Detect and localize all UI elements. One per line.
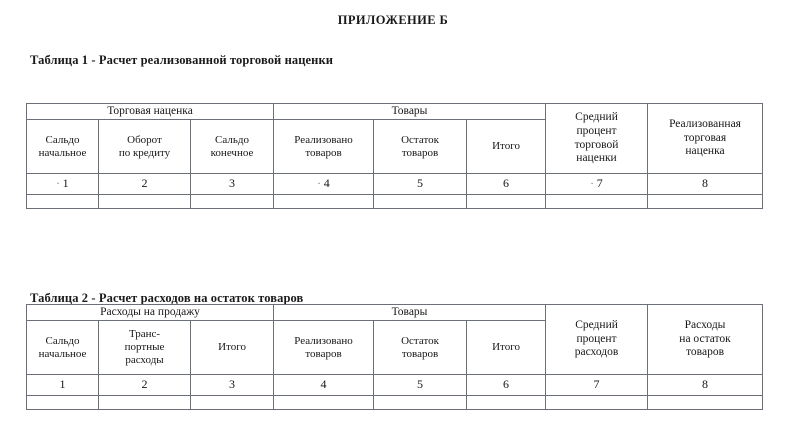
table-1-caption: Таблица 1 - Расчет реализованной торговой наценки — [30, 53, 334, 67]
table-2-caption: Таблица 2 - Расчет расходов на остаток товаров — [30, 291, 304, 305]
table-cell — [374, 195, 467, 209]
table-cell: 6 — [467, 174, 546, 195]
column-header-cell — [99, 120, 191, 174]
table-cell — [274, 195, 374, 209]
table-cell: 8 — [648, 375, 763, 396]
column-header-line: наценка — [685, 145, 725, 158]
column-header-line: Средний — [575, 111, 618, 124]
table-cell — [546, 195, 648, 209]
column-header-line: Расходы — [684, 319, 726, 332]
column-header-line: товаров — [305, 347, 342, 360]
table-cell — [274, 174, 374, 195]
table-cell — [274, 396, 374, 410]
column-header-line: торговой — [574, 138, 619, 151]
column-header-line: расходы — [125, 353, 164, 366]
table-cell — [27, 195, 99, 209]
column-header-line: по кредиту — [118, 146, 171, 159]
table-cell: 8 — [648, 174, 763, 195]
column-header-line: Реализованная — [669, 118, 741, 131]
column-header-cell — [274, 120, 374, 174]
column-header-line: Реализовано — [294, 133, 353, 146]
table-cell — [546, 174, 648, 195]
table-cell: 6 — [467, 375, 546, 396]
column-header-line: Транс- — [128, 328, 161, 341]
table-1-number-row — [27, 174, 763, 195]
table-cell: 5 — [374, 375, 467, 396]
table-cell — [27, 174, 99, 195]
column-header-line: процент — [576, 332, 617, 345]
column-header-cell — [191, 120, 274, 174]
column-header-cell — [99, 321, 191, 375]
column-header-line: Сальдо — [45, 334, 80, 347]
column-header-line: товаров — [686, 346, 724, 359]
column-header-cell — [27, 321, 99, 375]
column-header-line: Остаток — [401, 334, 439, 347]
column-header-cell — [546, 104, 648, 174]
table-cell: 4 — [274, 375, 374, 396]
column-header-line: наценки — [576, 152, 617, 165]
column-header-line: Средний — [575, 319, 618, 332]
table-1-blank-row — [27, 195, 763, 209]
table-cell — [546, 396, 648, 410]
table-cell: 2 — [99, 174, 191, 195]
column-header-line: портные — [124, 341, 165, 354]
table-1-group-header-row — [27, 104, 763, 120]
column-header-cell — [648, 305, 763, 375]
column-header-line: конечное — [210, 146, 254, 159]
table-cell — [648, 195, 763, 209]
column-header-line: товаров — [401, 146, 439, 159]
table-cell — [648, 396, 763, 410]
scan-speck: · — [317, 178, 321, 190]
column-header-cell — [274, 321, 374, 375]
group-header-cell: Расходы на продажу — [27, 305, 274, 321]
table-cell — [191, 396, 274, 410]
column-header-line: Реализовано — [294, 334, 353, 347]
table-cell: 1 — [27, 375, 99, 396]
table-2-group-header-row — [27, 305, 763, 321]
table-cell — [27, 396, 99, 410]
column-header-cell — [546, 305, 648, 375]
group-header-cell: Товары — [274, 104, 546, 120]
column-header-line: Оборот — [127, 133, 162, 146]
cell-value: 1 — [62, 176, 69, 191]
table-2-number-row — [27, 375, 763, 396]
scan-speck: · — [590, 178, 594, 190]
column-header-line: Остаток — [401, 133, 439, 146]
column-header-line: Сальдо — [45, 133, 80, 146]
column-header-line: торговая — [683, 131, 727, 144]
column-header-line: процент — [576, 124, 617, 137]
column-header-line: начальное — [38, 146, 87, 159]
column-header-line: начальное — [38, 347, 87, 360]
table-cell: 3 — [191, 174, 274, 195]
cell-value: 4 — [323, 176, 330, 191]
table-1 — [26, 103, 763, 209]
table-2-blank-row — [27, 396, 763, 410]
column-header-cell — [374, 321, 467, 375]
table-cell: 3 — [191, 375, 274, 396]
group-header-cell: Товары — [274, 305, 546, 321]
table-cell: 2 — [99, 375, 191, 396]
page-title: ПРИЛОЖЕНИЕ Б — [337, 13, 449, 27]
scan-speck: · — [56, 178, 60, 190]
table-cell: 5 — [374, 174, 467, 195]
column-header-cell: Итого — [191, 321, 274, 375]
table-cell — [374, 396, 467, 410]
column-header-cell — [27, 120, 99, 174]
table-cell — [191, 195, 274, 209]
column-header-cell — [374, 120, 467, 174]
cell-value: 7 — [596, 176, 603, 191]
column-header-line: на остаток — [679, 332, 731, 345]
column-header-cell: Итого — [467, 120, 546, 174]
column-header-line: Сальдо — [215, 133, 249, 146]
column-header-line: расходов — [574, 346, 619, 359]
column-header-cell: Итого — [467, 321, 546, 375]
table-cell: 7 — [546, 375, 648, 396]
column-header-line: товаров — [401, 347, 439, 360]
table-cell — [467, 396, 546, 410]
column-header-cell — [648, 104, 763, 174]
table-2 — [26, 304, 763, 410]
column-header-line: товаров — [305, 146, 342, 159]
table-cell — [99, 396, 191, 410]
table-cell — [467, 195, 546, 209]
table-cell — [99, 195, 191, 209]
group-header-cell: Торговая наценка — [27, 104, 274, 120]
